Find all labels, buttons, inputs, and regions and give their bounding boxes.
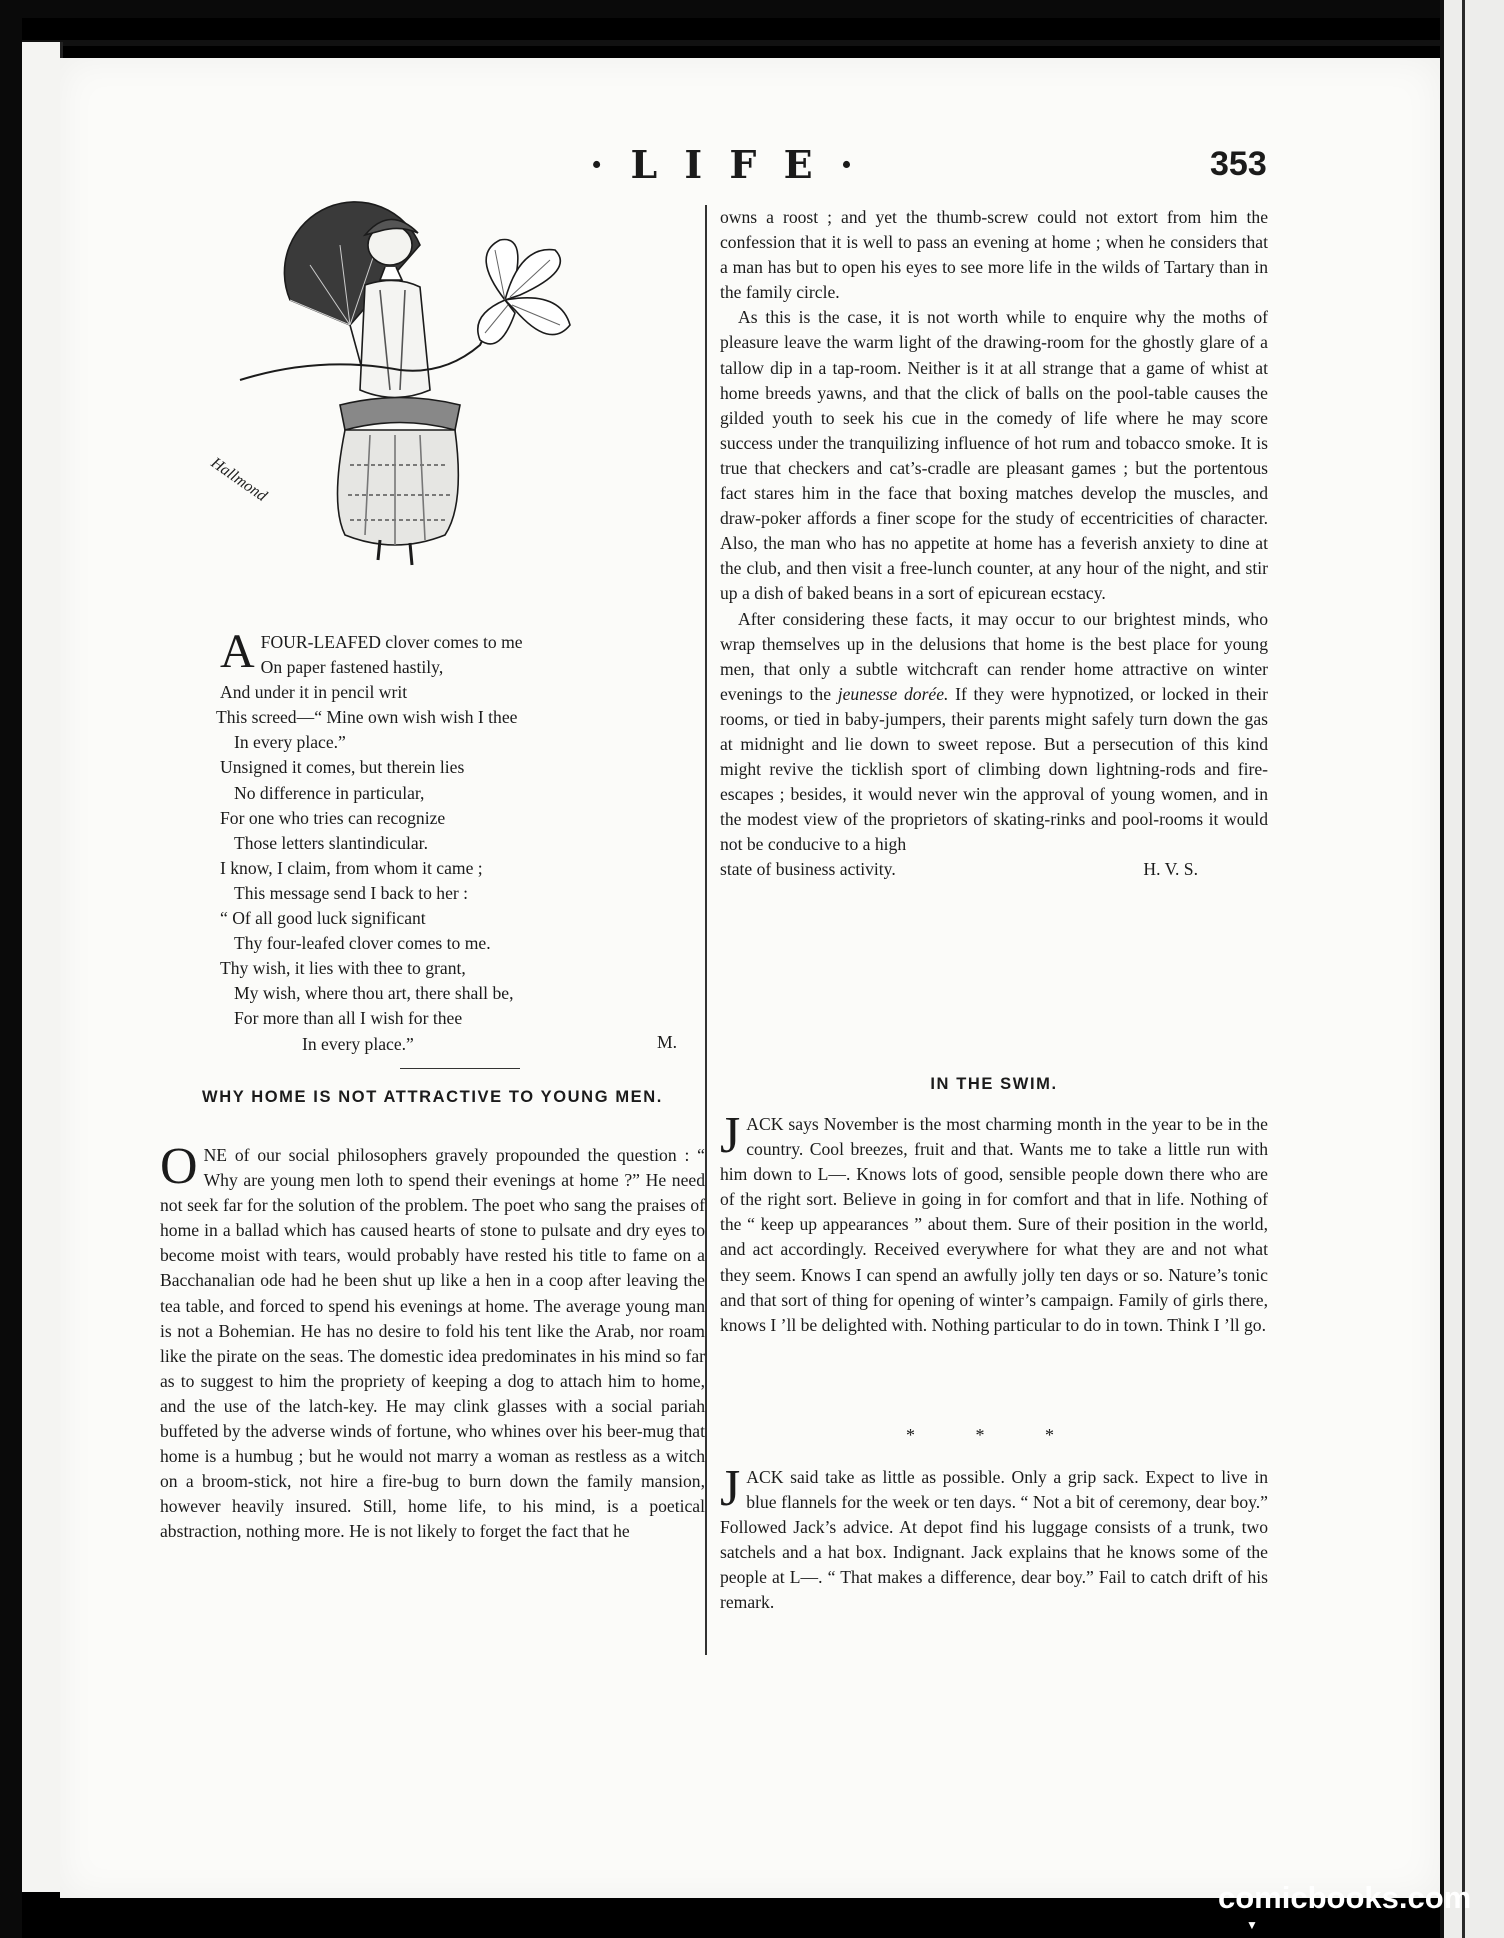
article-paragraph: JACK said take as little as possible. Only a grip sack. Expect to live in blue flannels for the week or ten days. “ Not a bit of ceremony, dear boy.” Followed Jack’s advice. At depot find his luggage consists of a trunk, two satchels and a hat box. Indignant. Jack explains that he knows some of the people at L—. “ That makes a difference, dear boy.” Fail to catch drift of his remark. [720,1460,1268,1613]
masthead: · L I F E · [590,142,861,187]
poem-line: In every place.” [302,1033,414,1054]
column-rule [705,205,707,1655]
article-body-right [720,205,1268,883]
poem-line: I know, I claim, from whom it came ; [220,857,483,878]
page-right-edge [1440,0,1504,1938]
article-signature: H. V. S. [1143,859,1198,880]
article-paragraph: ONE of our social philosophers gravely propounded the question : “ Why are young men loth to spend their evenings at home ?” He need not seek far for the solution of the problem. The poet who sang the praises of home in a ballad which has caused hearts of stone to pulsate and dry eyes to become moist with tears, would probably have rested his title to fame on a Bacchanalian ode had he been shut up like a hen in a coop after leaving the tea table, and forced to spend his evenings at home. The average young man is not a Bohemian. He has no desire to fold his tent like the Arab, nor roam like the pirate on the seas. The domestic idea predominates in his mind so far as to suggest to him the propriety of keeping a dog to attach him to home, and the use of the latch-key. He may clink glasses with a social pariah buffeted by the adverse winds of fortune, who whines over his beer-mug that home is a humbug ; but he would not marry a woman as restless as a witch on a broom-stick, not hire a fire-bug to burn down the family mansion, however heavily insured. Still, home life, to his mind, is a poetical abstraction, nothing more. He is not likely to forget the fact that he [160,1138,705,1542]
scan-top-border [0,0,1500,18]
article2-body-top [720,1107,1268,1338]
poem-line: For one who tries can recognize [220,807,446,828]
page-number: 353 [1210,145,1267,183]
poem-line: “ Of all good luck significant [220,908,426,929]
illustration-signature: Hallmond [207,454,270,505]
poem-line: No difference in particular, [234,782,425,803]
dropcap: J [720,1460,741,1517]
watermark: comicbooks.com [1218,1880,1472,1915]
dropcap: J [720,1107,741,1164]
poem-line: This screed—“ Mine own wish wish I thee [216,707,518,728]
article-heading: IN THE SWIM. [930,1075,1058,1093]
article-last-line: state of business activity. [720,859,896,880]
poem-line: This message send I back to her : [234,882,469,903]
poem-dropcap: A [220,625,255,678]
spine-line [22,40,1482,46]
poem-signature: M. [657,1032,678,1052]
article-body-left [160,1138,705,1545]
poem-line: On paper fastened hastily, [260,657,444,678]
article2-body-bottom [720,1460,1268,1616]
poem-line: Thy four-leafed clover comes to me. [234,933,491,954]
poem-line: Those letters slantindicular. [234,832,428,853]
article-paragraph: owns a roost ; and yet the thumb-screw could not extort from him the confession that it is well to pass an evening at home ; when he considers that a man has but to open his eyes to see more life in the wilds of Tartary than in the family circle. [720,207,1268,303]
article-paragraph: JACK says November is the most charming month in the year to be in the country. Cool breezes, fruit and that. Wants me to take a little run with him down to L—. Knows lots of good, sensible people down there who are of the right sort. Believe in going in for comfort and that in life. Nothing of the “ keep up appearances ” about them. Sure of their position in the world, and act accordingly. Received everywhere for what they are and not what they seem. Knows I can spend an awfully jolly ten days or so. Nature’s tonic and that sort of thing for opening of winter’s campaign. Family of girls there, knows I ’ll be delighted with. Nothing particular to do in town. Think I ’ll go. [720,1107,1268,1335]
signature-row [720,857,1268,882]
dropcap: O [160,1138,198,1195]
section-divider [400,1068,520,1069]
watermark-triangle-icon: ▼ [1246,1918,1258,1932]
italic-phrase: jeunesse dorée. [837,683,949,704]
poem-line: My wish, where thou art, there shall be, [234,983,514,1004]
poem-line: Thy wish, it lies with thee to grant, [220,958,466,979]
article-paragraph: After considering these facts, it may occur to our brightest minds, who wrap themselves up in the delusions that home is the best place for young men, that only a subtle witchcraft can render home attractive on winter evenings to the jeunesse dorée. If they were hypnotized, or locked in their rooms, or tied in baby-jumpers, their parents might safely turn down the gas at midnight and lie down to sweet repose. But a persecution of this kind might revive the ticklish sport of climbing down lightning-rods and fire-escapes ; besides, it would never win the approval of young women, and in the modest view of the proprietors of skating-rinks and pool-rooms it would not be conducive to a high [720,608,1268,855]
scan-left-border [0,0,22,1938]
clover-lady-illustration [207,205,640,615]
poem-line: In every place.” [234,732,346,753]
article-heading: WHY HOME IS NOT ATTRACTIVE TO YOUNG MEN. [202,1088,663,1106]
poem-line: Unsigned it comes, but therein lies [220,757,465,778]
poem-line: And under it in pencil writ [220,682,408,703]
poem [216,625,700,1057]
binding-strip [22,42,63,1892]
poem-line: For more than all I wish for thee [234,1008,463,1029]
section-asterisks: * * * [906,1425,1082,1445]
article-paragraph: As this is the case, it is not worth while to enquire why the moths of pleasure leave the warm light of the drawing-room for the ghostly glare of a tallow dip in a tap-room. Neither is it at all strange that a game of whist at home breeds yawns, and that the click of balls on the pool-table causes the gilded youth to seek his cue in the comedy of life where he may score success under the tranquilizing influence of hot rum and tobacco smoke. It is true that checkers and cat’s-cradle are pleasant games ; but the portentous fact stares him in the face that boxing matches develop the muscles, and draw-poker affords a finer scope for the study of eccentricities of character. Also, the man who has no appetite at home has a feverish anxiety to dine at the club, and then visit a free-lunch counter, at any hour of the night, and stir up a dish of baked beans in a sort of epicurean ecstacy. [720,307,1268,604]
poem-line: FOUR-LEAFED clover comes to me [260,632,523,652]
